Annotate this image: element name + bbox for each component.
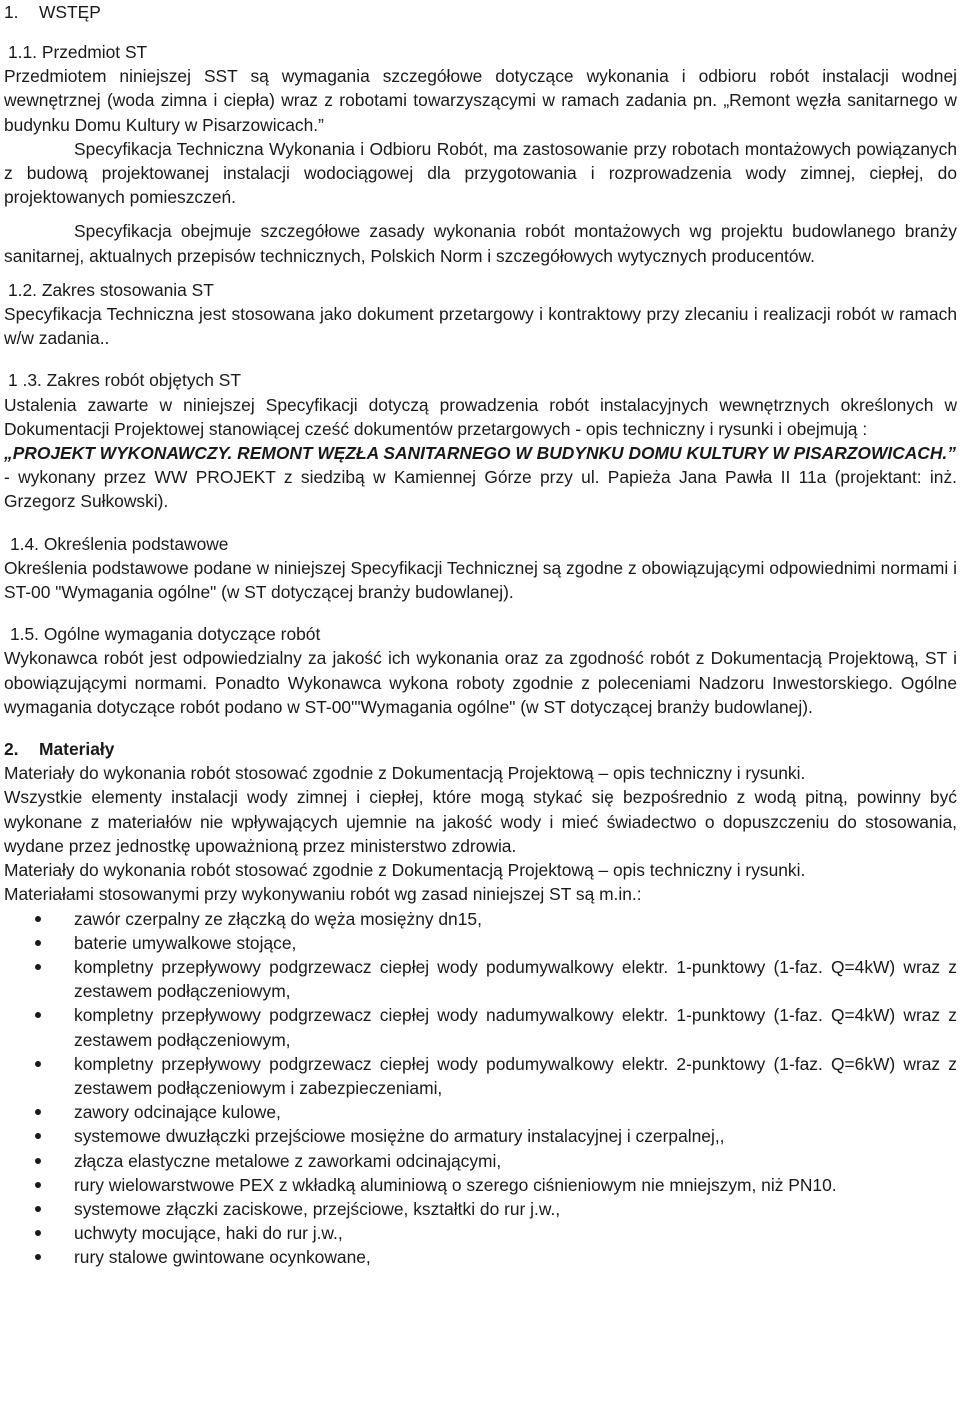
heading-1-1: 1.1. Przedmiot ST <box>8 42 148 62</box>
paragraph-2-c: Materiały do wykonania robót stosować zgodnie z Dokumentacją Projektową – opis techniczny i rysunki. <box>4 860 806 881</box>
paragraph-1-4: Określenia podstawowe podane w niniejszej Specyfikacji Technicznej są zgodne z obowiązującymi odpowiednimi normami i ST-00 "Wymagania ogólne" (w ST dotyczącej branży budowlanej). <box>4 557 957 603</box>
heading-1-3: 1 .3. Zakres robót objętych ST <box>8 370 241 391</box>
paragraph-2-d: Materiałami stosowanymi przy wykonywaniu robót wg zasad niniejszej ST są m.in.: <box>4 884 642 905</box>
section-1-title: WSTĘP <box>39 2 101 22</box>
list-item: kompletny przepływowy podgrzewacz ciepłej wody nadumywalkowy elektr. 1-punktowy (1-faz. Q=4kW) wraz z zestawem podłączeniowym, <box>4 1003 957 1051</box>
paragraph-2-a: Materiały do wykonania robót stosować zgodnie z Dokumentacją Projektową – opis techniczny i rysunki. <box>4 763 806 784</box>
paragraph-1-1-b: Specyfikacja Techniczna Wykonania i Odbioru Robót, ma zastosowanie przy robotach montażowych powiązanych z budową projektowanej instalacji wodociągowej dla przygotowania i rozprowadzenia wody zimnej, ciepłej, do projektowanych pomieszczeń. <box>4 138 957 208</box>
list-item: rury stalowe gwintowane ocynkowane, <box>4 1245 957 1269</box>
materials-list <box>4 907 957 1270</box>
section-1-heading <box>4 0 101 24</box>
heading-1-4: 1.4. Określenia podstawowe <box>10 533 229 554</box>
section-2-heading <box>4 737 957 761</box>
list-item: baterie umywalkowe stojące, <box>4 931 957 955</box>
list-item: zawór czerpalny ze złączką do węża mosiężny dn15, <box>4 907 957 931</box>
section-2-title: Materiały <box>39 739 115 760</box>
paragraph-1-3-a: Ustalenia zawarte w niniejszej Specyfikacji dotyczą prowadzenia robót instalacyjnych wewnętrznych określonych w Dokumentacji Projektowej stanowiącej cześć dokumentów przetargowych - opis techniczny i rysunki i obejmują : <box>4 394 957 439</box>
section-1-number: 1. <box>4 2 19 22</box>
heading-1-2: 1.2. Zakres stosowania ST <box>8 279 214 300</box>
paragraph-1-1-a: Przedmiotem niniejszej SST są wymagania szczegółowe dotyczące wykonania i odbioru robót instalacji wodnej wewnętrznej (woda zimna i ciepła) wraz z robotami towarzyszącymi w ramach zadania pn. „Remont węzła sanitarnego w budynku Domu Kultury w Pisarzowicach.” <box>4 66 957 135</box>
paragraph-1-5: Wykonawca robót jest odpowiedzialny za jakość ich wykonania oraz za zgodność robót z Dokumentacją Projektową, ST i obowiązującymi normami. Ponadto Wykonawca wykona roboty zgodnie z poleceniami Nadzoru Inwestorskiego. Ogólne wymagania dotyczące robót podano w ST-00'"Wymagania ogólne" (w ST dotyczącej branży budowlanej). <box>4 648 957 717</box>
project-title: „PROJEKT WYKONAWCZY. REMONT WĘZŁA SANITARNEGO W BUDYNKU DOMU KULTURY W PISARZOWICACH.” <box>4 443 956 464</box>
list-item: złącza elastyczne metalowe z zaworkami odcinającymi, <box>4 1149 957 1173</box>
list-item: zawory odcinające kulowe, <box>4 1100 957 1124</box>
document-body <box>4 40 957 1270</box>
paragraph-2-b: Wszystkie elementy instalacji wody zimnej i ciepłej, które mogą stykać się bezpośrednio z wodą pitną, powinny być wykonane z materiałów nie wpływających ujemnie na jakość wody i mieć świadectwo o dopuszczeniu do stosowania, wydane przez jednostkę upoważnioną przez ministerstwo zdrowia. <box>4 787 957 856</box>
paragraph-1-1-c: Specyfikacja obejmuje szczegółowe zasady wykonania robót montażowych wg projektu budowlanego branży sanitarnej, aktualnych przepisów technicznych, Polskich Norm i szczegółowych wytycznych producentów. <box>4 221 957 266</box>
heading-1-5: 1.5. Ogólne wymagania dotyczące robót <box>10 624 321 645</box>
paragraph-1-3-b: - wykonany przez WW PROJEKT z siedzibą w Kamiennej Górze przy ul. Papieża Jana Pawła II 11a (projektant: inż. Grzegorz Sułkowski). <box>4 467 957 512</box>
list-item: rury wielowarstwowe PEX z wkładką aluminiową o szerego ciśnieniowym nie mniejszym, niż PN10. <box>4 1173 957 1197</box>
paragraph-1-2: Specyfikacja Techniczna jest stosowana jako dokument przetargowy i kontraktowy przy zlecaniu i realizacji robót w ramach w/w zadania.. <box>4 304 957 349</box>
list-item: systemowe złączki zaciskowe, przejściowe, kształtki do rur j.w., <box>4 1197 957 1221</box>
list-item: kompletny przepływowy podgrzewacz ciepłej wody podumywalkowy elektr. 2-punktowy (1-faz. Q=6kW) wraz z zestawem podłączeniowym i zabezpieczeniami, <box>4 1052 957 1100</box>
list-item: systemowe dwuzłączki przejściowe mosiężne do armatury instalacyjnej i czerpalnej,, <box>4 1124 957 1148</box>
list-item: kompletny przepływowy podgrzewacz ciepłej wody podumywalkowy elektr. 1-punktowy (1-faz. Q=4kW) wraz z zestawem podłączeniowym, <box>4 955 957 1003</box>
section-2-number: 2. <box>4 739 19 760</box>
list-item: uchwyty mocujące, haki do rur j.w., <box>4 1221 957 1245</box>
